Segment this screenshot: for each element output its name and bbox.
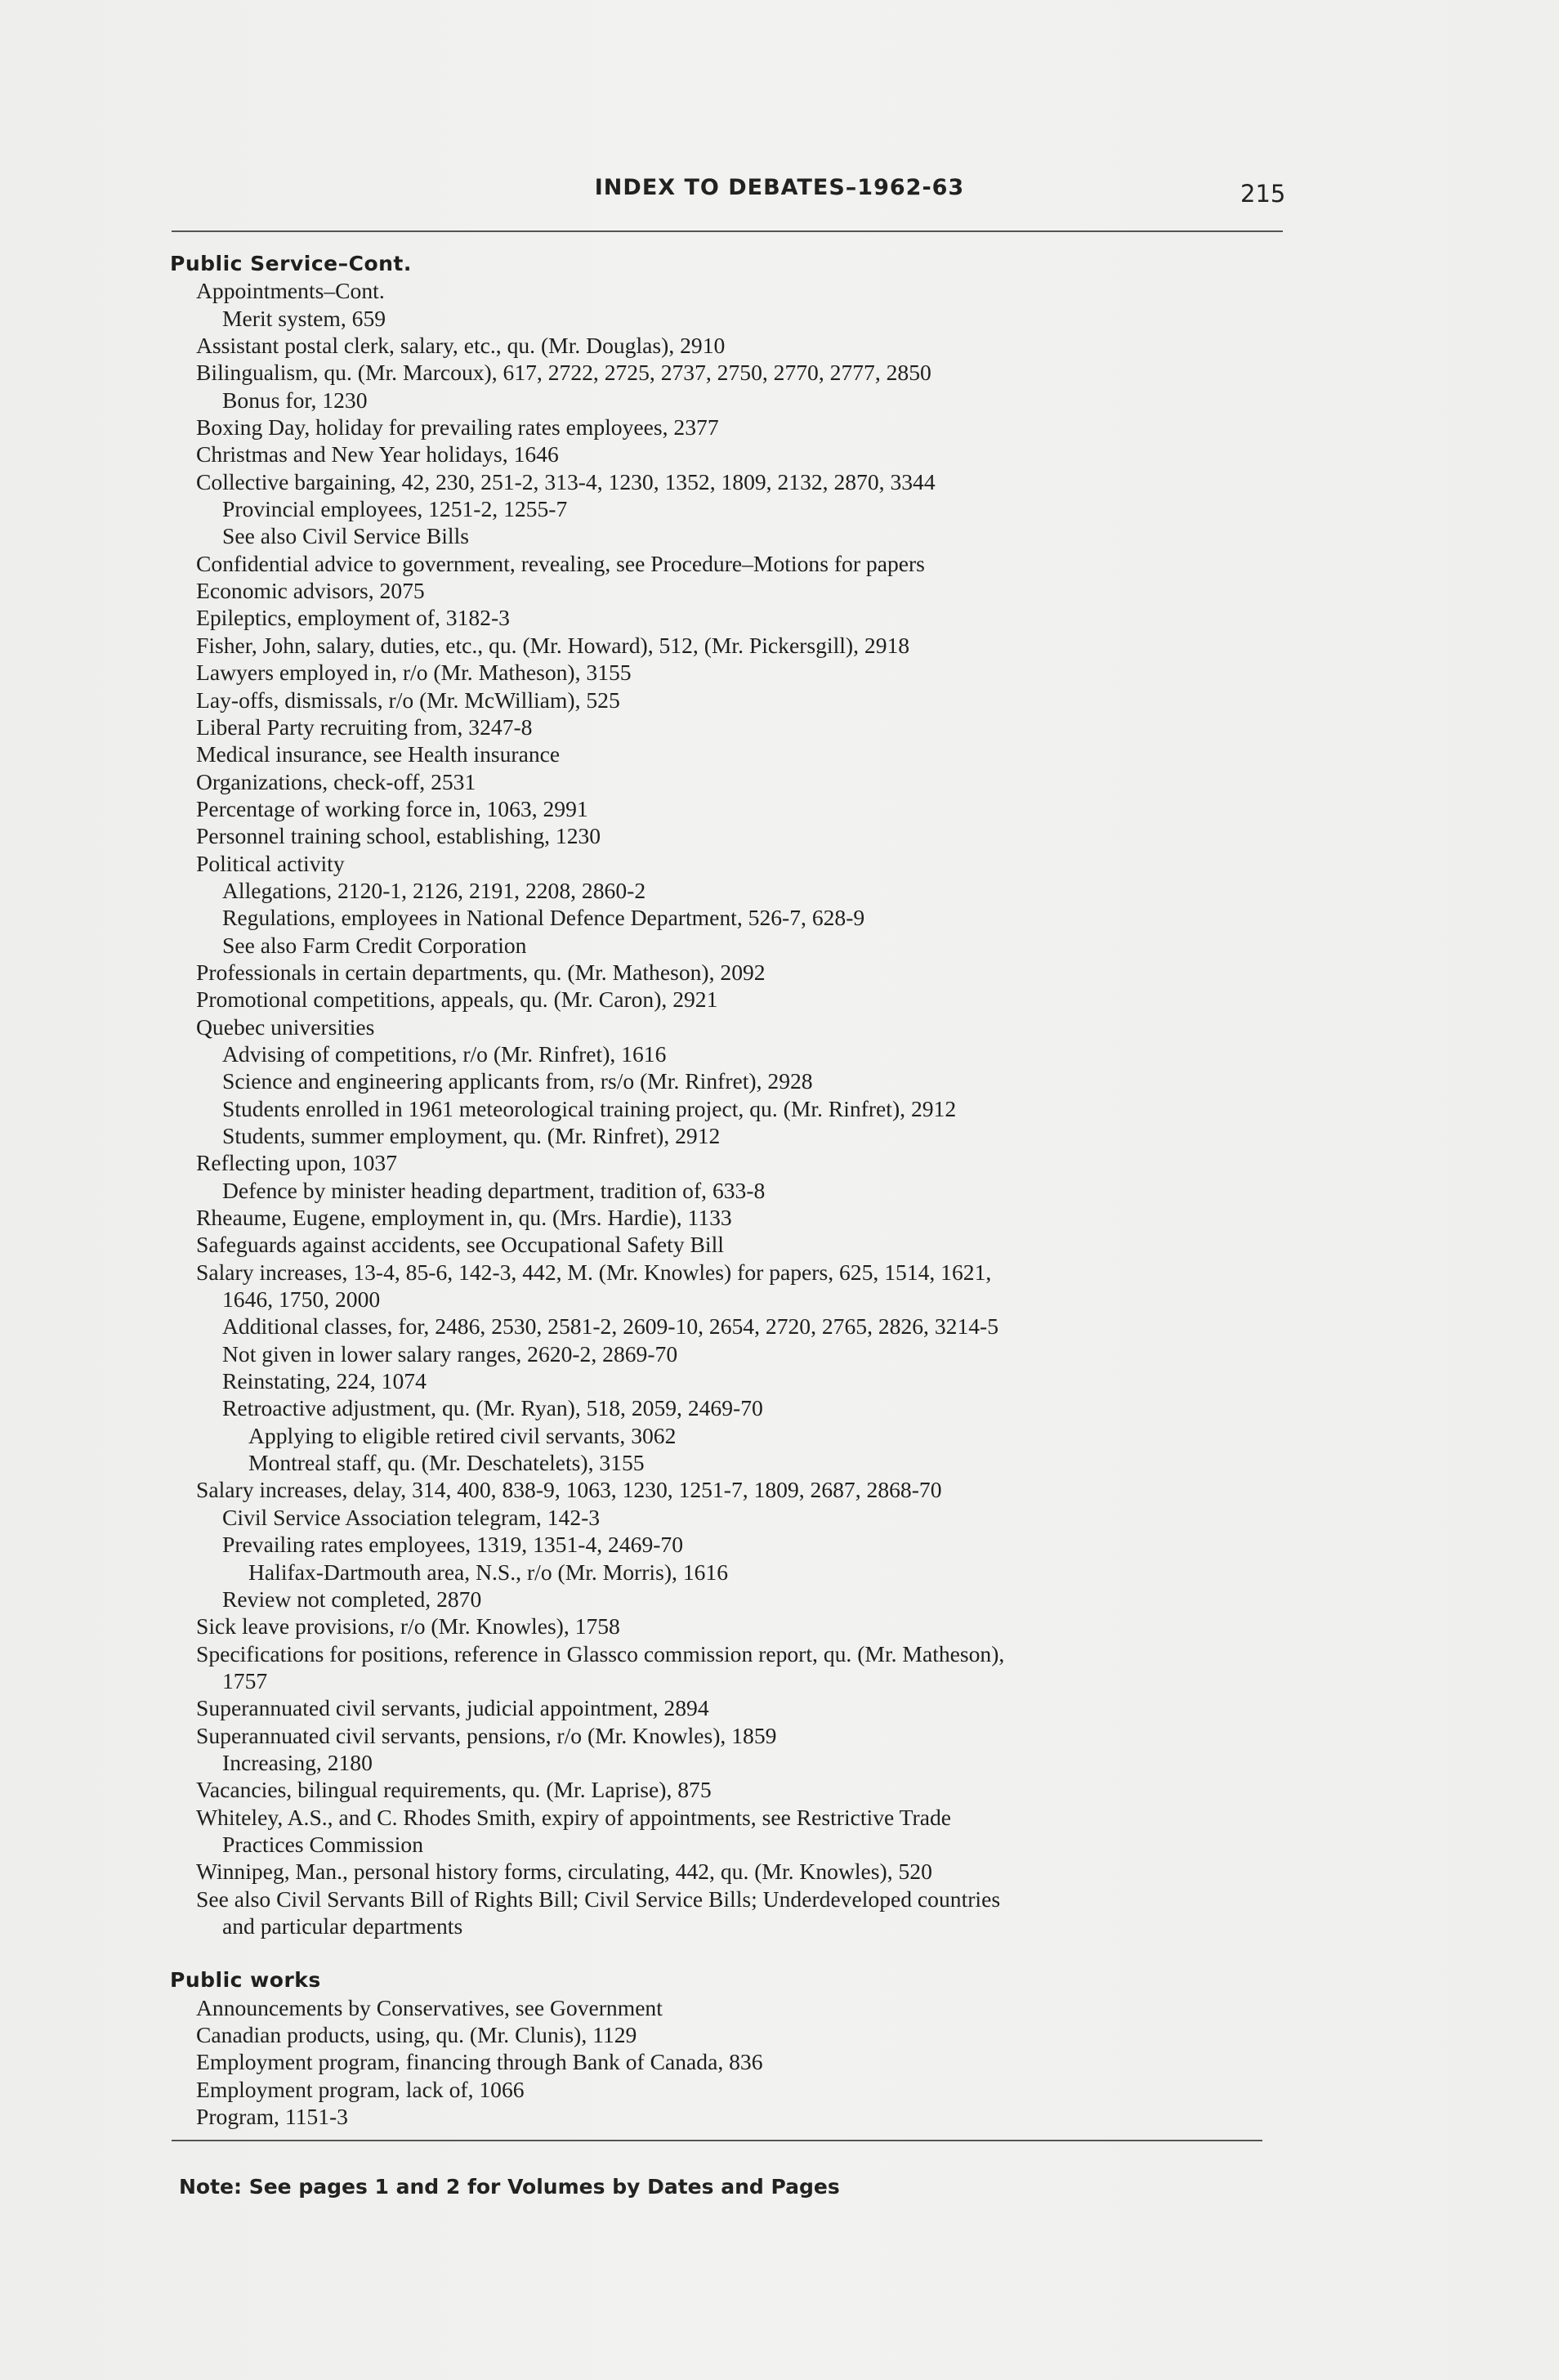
index-entry: Safeguards against accidents, see Occupational Safety Bill	[196, 1232, 724, 1258]
index-entry: See also Civil Service Bills	[222, 523, 469, 549]
index-entry: See also Civil Servants Bill of Rights Bill; Civil Service Bills; Underdeveloped countries	[196, 1886, 1001, 1912]
index-entry: Quebec universities	[196, 1013, 375, 1040]
index-entry: Review not completed, 2870	[222, 1586, 482, 1612]
index-entry: Civil Service Association telegram, 142-3	[222, 1504, 601, 1530]
index-entry: Sick leave provisions, r/o (Mr. Knowles), 1758	[196, 1613, 620, 1640]
index-entry: Applying to eligible retired civil servants, 3062	[248, 1422, 677, 1448]
index-entry: Retroactive adjustment, qu. (Mr. Ryan), 518, 2059, 2469-70	[222, 1395, 763, 1421]
index-entry: 1646, 1750, 2000	[222, 1286, 381, 1313]
index-entry: Rheaume, Eugene, employment in, qu. (Mrs. Hardie), 1133	[196, 1205, 732, 1231]
index-entry: Superannuated civil servants, judicial appointment, 2894	[196, 1695, 709, 1721]
index-entry: Assistant postal clerk, salary, etc., qu. (Mr. Douglas), 2910	[196, 333, 726, 359]
index-entry: and particular departments	[222, 1912, 463, 1939]
index-entry: Not given in lower salary ranges, 2620-2, 2869-70	[222, 1340, 678, 1367]
index-entry: Students enrolled in 1961 meteorological training project, qu. (Mr. Rinfret), 2912	[222, 1095, 957, 1121]
index-entry: Reflecting upon, 1037	[196, 1150, 397, 1176]
index-entry: 1757	[222, 1667, 268, 1693]
index-entry: Fisher, John, salary, duties, etc., qu. (Mr. Howard), 512, (Mr. Pickersgill), 2918	[196, 632, 910, 658]
index-entry: Collective bargaining, 42, 230, 251-2, 313-4, 1230, 1352, 1809, 2132, 2870, 3344	[196, 468, 936, 494]
index-entry: Advising of competitions, r/o (Mr. Rinfret), 1616	[222, 1040, 667, 1067]
index-entry: Promotional competitions, appeals, qu. (Mr. Caron), 2921	[196, 986, 718, 1013]
header-rule	[172, 230, 1283, 232]
index-entry: Halifax-Dartmouth area, N.S., r/o (Mr. Morris), 1616	[248, 1559, 729, 1585]
page-number: 215	[1240, 180, 1286, 208]
index-entry: See also Farm Credit Corporation	[222, 932, 527, 958]
index-entry: Students, summer employment, qu. (Mr. Rinfret), 2912	[222, 1123, 721, 1148]
index-entry: Reinstating, 224, 1074	[222, 1368, 427, 1394]
page-header	[0, 172, 1559, 221]
footer-note: Note: See pages 1 and 2 for Volumes by Dates and Pages	[179, 2175, 840, 2199]
index-entry: Additional classes, for, 2486, 2530, 2581-2, 2609-10, 2654, 2720, 2765, 2826, 3214-5	[222, 1313, 999, 1340]
index-entry: Increasing, 2180	[222, 1749, 373, 1775]
index-entry: Canadian products, using, qu. (Mr. Clunis), 1129	[196, 2022, 637, 2047]
index-entry: Lawyers employed in, r/o (Mr. Matheson), 3155	[196, 660, 632, 686]
index-entry: Salary increases, 13-4, 85-6, 142-3, 442, M. (Mr. Knowles) for papers, 625, 1514, 1621,	[196, 1259, 992, 1285]
index-entry: Program, 1151-3	[196, 2104, 348, 2130]
index-entry: Confidential advice to government, revealing, see Procedure–Motions for papers	[196, 550, 925, 576]
index-entry: Montreal staff, qu. (Mr. Deschatelets), 3155	[248, 1450, 645, 1476]
index-entry: Allegations, 2120-1, 2126, 2191, 2208, 2860-2	[222, 877, 646, 903]
page-title: INDEX TO DEBATES–1962-63	[594, 175, 965, 200]
index-entry: Epileptics, employment of, 3182-3	[196, 605, 510, 631]
index-entry: Liberal Party recruiting from, 3247-8	[196, 714, 533, 740]
index-entry: Lay-offs, dismissals, r/o (Mr. McWilliam), 525	[196, 687, 620, 713]
index-entry: Economic advisors, 2075	[196, 578, 425, 604]
index-entry: Appointments–Cont.	[196, 278, 385, 304]
index-entry: Regulations, employees in National Defence Department, 526-7, 628-9	[222, 905, 865, 931]
section-heading: Public Service–Cont.	[170, 252, 412, 275]
index-entry: Whiteley, A.S., and C. Rhodes Smith, expiry of appointments, see Restrictive Trade	[196, 1804, 952, 1830]
index-entry: Defence by minister heading department, tradition of, 633-8	[222, 1177, 766, 1203]
index-entry: Science and engineering applicants from, rs/o (Mr. Rinfret), 2928	[222, 1068, 813, 1094]
index-entry: Medical insurance, see Health insurance	[196, 741, 561, 767]
index-entry: Salary increases, delay, 314, 400, 838-9, 1063, 1230, 1251-7, 1809, 2687, 2868-70	[196, 1477, 942, 1503]
index-entry: Personnel training school, establishing, 1230	[196, 823, 601, 849]
section-heading: Public works	[170, 1968, 321, 1993]
index-entry: Prevailing rates employees, 1319, 1351-4, 2469-70	[222, 1532, 684, 1558]
index-entry: Vacancies, bilingual requirements, qu. (Mr. Laprise), 875	[196, 1777, 712, 1803]
index-entry: Employment program, lack of, 1066	[196, 2076, 525, 2102]
index-entry: Practices Commission	[222, 1831, 424, 1857]
index-entry: Bonus for, 1230	[222, 387, 368, 413]
index-entry: Professionals in certain departments, qu. (Mr. Matheson), 2092	[196, 959, 766, 985]
index-entry: Provincial employees, 1251-2, 1255-7	[222, 496, 568, 522]
index-entry: Winnipeg, Man., personal history forms, circulating, 442, qu. (Mr. Knowles), 520	[196, 1859, 932, 1885]
index-entry: Employment program, financing through Bank of Canada, 836	[196, 2049, 763, 2075]
index-entry: Bilingualism, qu. (Mr. Marcoux), 617, 2722, 2725, 2737, 2750, 2770, 2777, 2850	[196, 360, 931, 386]
index-entry: Merit system, 659	[222, 305, 386, 331]
index-entry: Specifications for positions, reference in Glassco commission report, qu. (Mr. Matheson),	[196, 1640, 1005, 1666]
index-entry: Boxing Day, holiday for prevailing rates employees, 2377	[196, 414, 719, 441]
footer-rule	[172, 2140, 1262, 2141]
index-entry: Announcements by Conservatives, see Government	[196, 1994, 663, 2020]
index-entry: Percentage of working force in, 1063, 2991	[196, 795, 588, 821]
index-entry: Organizations, check-off, 2531	[196, 768, 476, 794]
index-content	[170, 250, 1314, 2130]
index-entry: Christmas and New Year holidays, 1646	[196, 441, 559, 468]
index-entry: Superannuated civil servants, pensions, r/o (Mr. Knowles), 1859	[196, 1722, 777, 1748]
index-entry: Political activity	[196, 850, 345, 876]
